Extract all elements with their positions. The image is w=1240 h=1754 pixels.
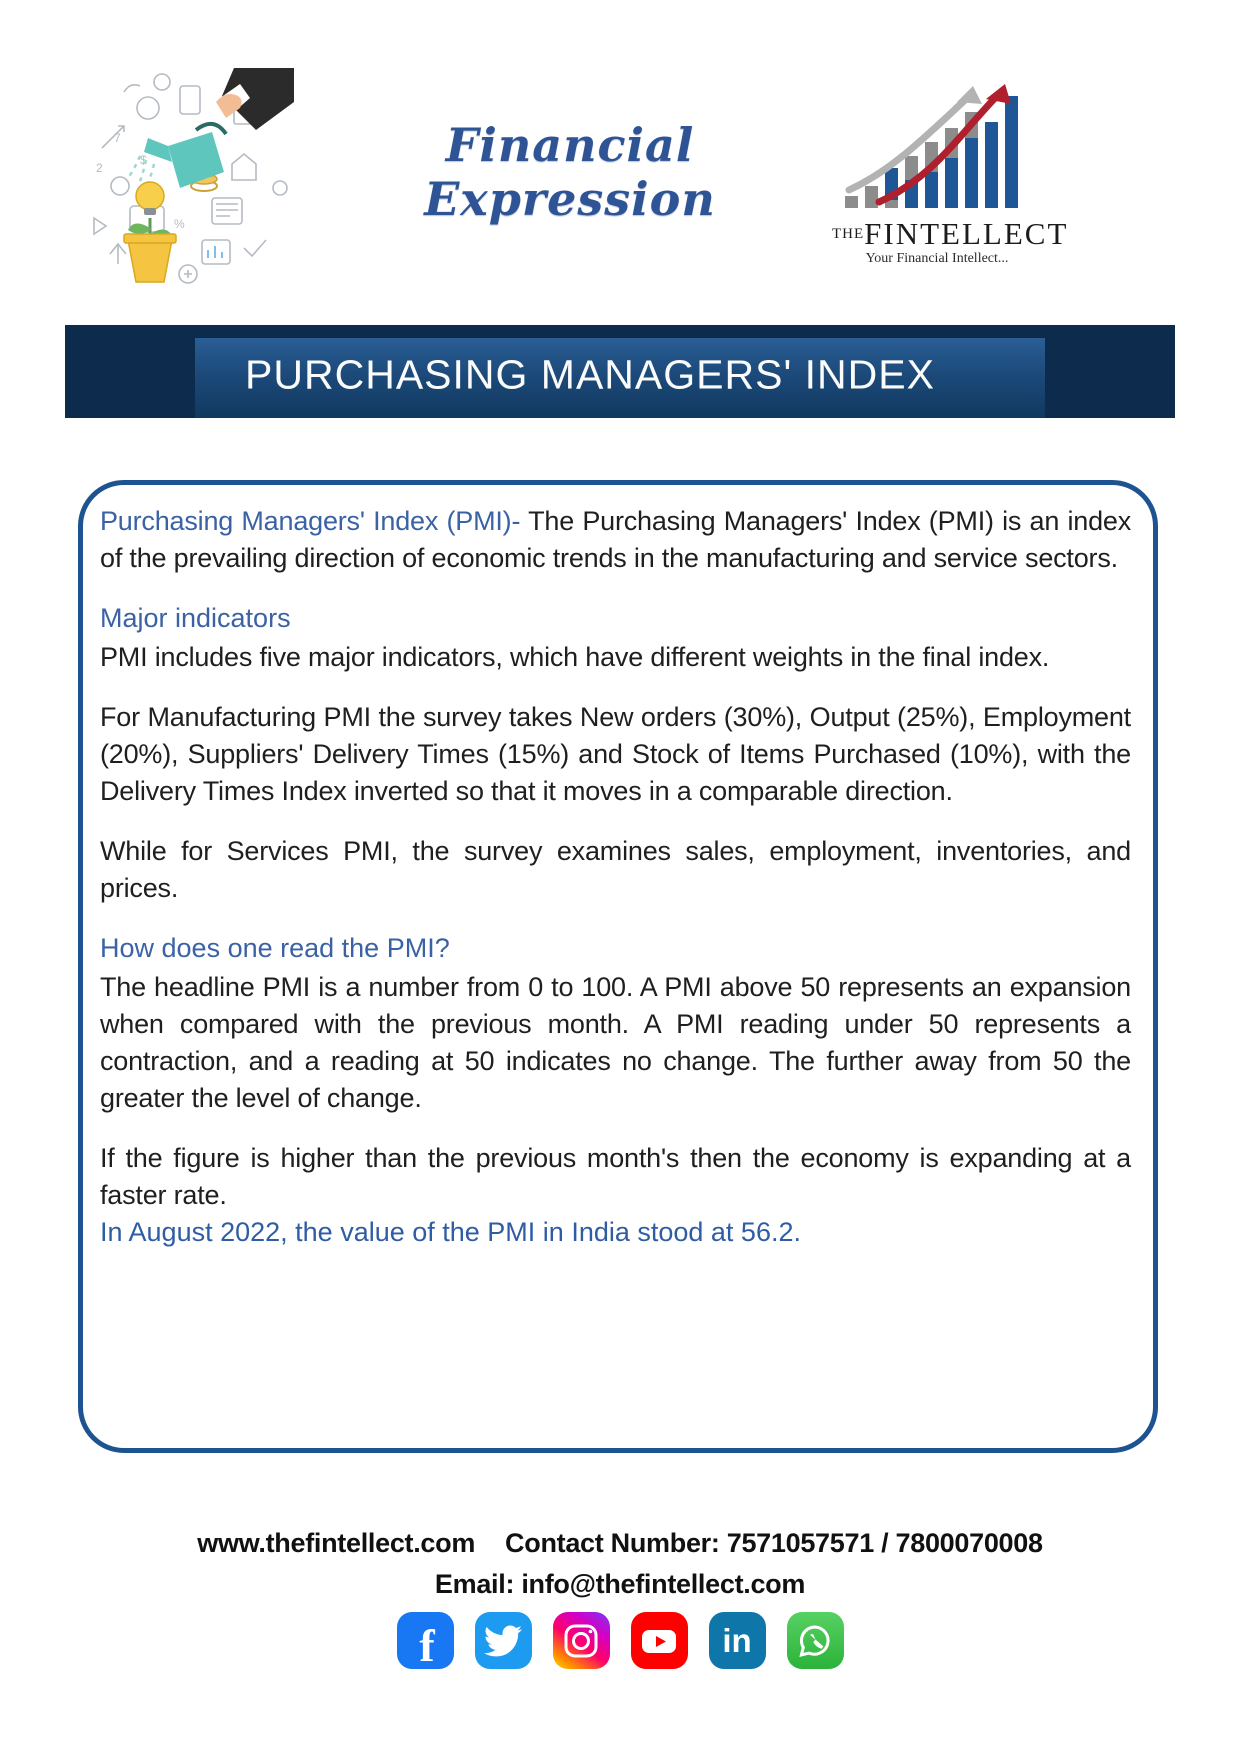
page-title: PURCHASING MANAGERS' INDEX [245, 350, 935, 397]
youtube-icon[interactable] [631, 1612, 688, 1669]
paragraph-indicators: PMI includes five major indicators, which have different weights in the final index. [100, 642, 1050, 672]
email-text: Email: info@thefintellect.com [434, 1569, 806, 1599]
svg-text:%: % [174, 217, 185, 231]
paragraph-reading: The headline PMI is a number from 0 to 100. A PMI above 50 represents an expansion when compared with the previous month. A PMI reading under 50 represents a contraction, and a reading at 50 indicates no change. The further away from 50 the greater the level of change. [100, 972, 1131, 1113]
contact-number-text: Contact Number: 7571057571 / 7800070008 [505, 1528, 1043, 1558]
facebook-icon[interactable]: f [397, 1612, 454, 1669]
svg-text:7: 7 [114, 131, 121, 145]
logo-name: FINTELLECT [864, 216, 1069, 251]
whatsapp-icon[interactable] [787, 1612, 844, 1669]
title-banner [65, 325, 1175, 418]
paragraph-expanding: If the figure is higher than the previous month's then the economy is expanding at a faster rate. [100, 1143, 1131, 1210]
footer-contact-line [0, 1528, 1240, 1559]
website-text: www.thefintellect.com [197, 1528, 476, 1558]
logo-tagline: Your Financial Intellect... [865, 251, 1009, 266]
article-box [78, 480, 1158, 1453]
fintellect-bars-chart-icon [837, 78, 1037, 218]
instagram-icon[interactable] [553, 1612, 610, 1669]
brand-script-title: Financial Expression [424, 118, 716, 226]
twitter-icon[interactable] [475, 1612, 532, 1669]
logo-prefix: THE [832, 226, 865, 242]
fintellect-logo [832, 78, 1069, 267]
india-pmi-value-line: In August 2022, the value of the PMI in India stood at 56.2. [100, 1217, 801, 1247]
intro-rest: The Purchasing Managers' Index (PMI) is an index of the prevailing direction of economic trends in the manufacturing and service sectors. [100, 506, 1132, 573]
paragraph-services: While for Services PMI, the survey examines sales, employment, inventories, and prices. [100, 836, 1131, 903]
intro-paragraph [100, 503, 1131, 577]
paragraph-manufacturing: For Manufacturing PMI the survey takes New orders (30%), Output (25%), Employment (20%), Suppliers' Delivery Times (15%) and Stock of Items Purchased (10%), with the Delivery Times Index inverted so that it moves in a comparable direction. [100, 702, 1131, 806]
heading-major-indicators: Major indicators [100, 603, 291, 633]
svg-text:2: 2 [96, 161, 103, 175]
intro-lead: Purchasing Managers' Index (PMI)- [100, 506, 529, 536]
svg-text:$: $ [140, 153, 147, 167]
heading-how-to-read: How does one read the PMI? [100, 933, 450, 963]
social-icons-row [0, 1612, 1240, 1669]
financial-doodle-illustration [84, 68, 294, 288]
fintellect-wordmark [832, 216, 1069, 251]
linkedin-icon[interactable]: in [709, 1612, 766, 1669]
footer [0, 1528, 1240, 1600]
